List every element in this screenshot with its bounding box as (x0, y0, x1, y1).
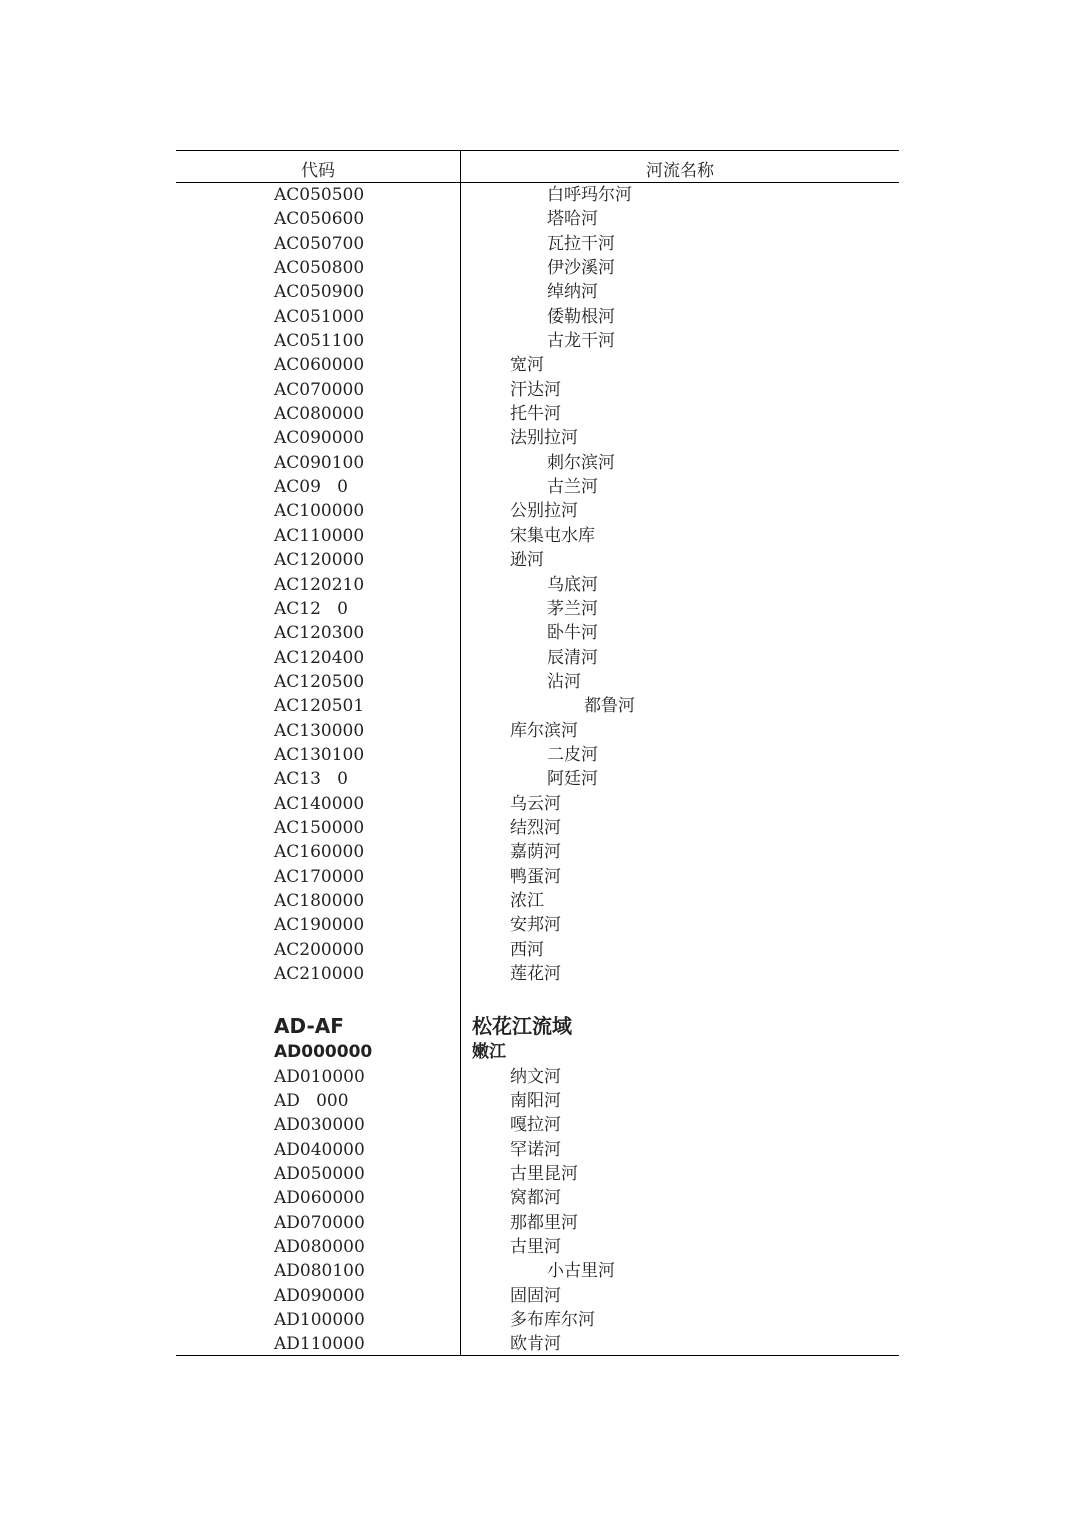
river-code: AC140000 (274, 793, 365, 814)
section-spacer (176, 986, 899, 1012)
table-top-rule (176, 150, 899, 151)
river-name: 窝都河 (510, 1188, 561, 1209)
river-name: 古龙干河 (547, 331, 615, 352)
table-body (176, 183, 899, 1357)
river-code: AD-AF (274, 1014, 344, 1039)
table-row (176, 743, 899, 767)
table-row (176, 305, 899, 329)
river-name: 宽河 (510, 355, 544, 376)
table-row (176, 840, 899, 864)
river-code: AC210000 (274, 964, 365, 984)
river-code: AC170000 (274, 866, 365, 887)
table-row (176, 1308, 899, 1332)
river-name: 固固河 (510, 1285, 561, 1306)
river-name: 乌云河 (510, 793, 561, 814)
river-code: AC090000 (274, 428, 365, 449)
table-row (176, 670, 899, 694)
river-name: 托牛河 (510, 404, 561, 425)
river-code: AD100000 (274, 1310, 365, 1331)
table-row (176, 1040, 899, 1064)
river-name: 嫩江 (472, 1042, 506, 1063)
column-header-code: 代码 (301, 161, 335, 181)
table-row (176, 792, 899, 816)
river-code: AC13 0 (274, 769, 348, 790)
table-row (176, 280, 899, 304)
table-row (176, 499, 899, 523)
river-name: 罕诺河 (510, 1139, 561, 1160)
river-code: AC120400 (274, 647, 365, 668)
table-row (176, 232, 899, 256)
table-row (176, 426, 899, 450)
river-code: AC051100 (274, 331, 365, 352)
river-name: 嘎拉河 (510, 1115, 561, 1136)
river-name: 辰清河 (547, 647, 598, 668)
river-name: 宋集屯水库 (510, 525, 595, 546)
river-name: 古兰河 (547, 477, 598, 498)
river-code: AC130100 (274, 744, 365, 765)
river-name: 古里昆河 (510, 1164, 578, 1185)
river-name: 绰纳河 (547, 282, 598, 303)
river-code: AC070000 (274, 379, 365, 400)
table-row (176, 329, 899, 353)
river-name: 汗达河 (510, 379, 561, 400)
river-name: 逊河 (510, 550, 544, 571)
table-row (176, 1065, 899, 1089)
table-row (176, 573, 899, 597)
table-row (176, 475, 899, 499)
river-code: AC200000 (274, 939, 365, 960)
table-row (176, 1332, 899, 1356)
river-name: 法别拉河 (510, 428, 578, 449)
river-code: AC120300 (274, 623, 365, 644)
table-row (176, 694, 899, 718)
river-code: AD080000 (274, 1237, 365, 1258)
river-name: 欧肯河 (510, 1334, 561, 1355)
table-row (176, 353, 899, 377)
river-name: 公别拉河 (510, 501, 578, 522)
river-code: AD110000 (274, 1334, 365, 1355)
table-row (176, 451, 899, 475)
river-code: AD090000 (274, 1285, 365, 1306)
table-row (176, 962, 899, 986)
river-code: AC120000 (274, 550, 365, 571)
table-row (176, 597, 899, 621)
river-code: AC050900 (274, 282, 365, 303)
river-code: AC130000 (274, 720, 365, 741)
river-code: AD040000 (274, 1139, 365, 1160)
table-row (176, 207, 899, 231)
river-name: 那都里河 (510, 1212, 578, 1233)
river-name: 松花江流域 (472, 1014, 572, 1039)
table-row (176, 1012, 899, 1040)
river-name: 卧牛河 (547, 623, 598, 644)
river-name: 二皮河 (547, 744, 598, 765)
table-row (176, 1284, 899, 1308)
column-header-name: 河流名称 (646, 161, 714, 181)
river-name: 纳文河 (510, 1066, 561, 1087)
river-code: AC090100 (274, 452, 365, 473)
river-name: 安邦河 (510, 915, 561, 936)
river-code: AC150000 (274, 817, 365, 838)
river-code: AC051000 (274, 306, 365, 327)
table-row (176, 524, 899, 548)
river-code: AD080100 (274, 1261, 365, 1282)
river-code: AC100000 (274, 501, 365, 522)
river-code: AD030000 (274, 1115, 365, 1136)
river-name: 结烈河 (510, 817, 561, 838)
river-name: 浓江 (510, 890, 544, 911)
river-name: 嘉荫河 (510, 842, 561, 863)
river-name: 小古里河 (547, 1261, 615, 1282)
river-name: 茅兰河 (547, 598, 598, 619)
river-code: AD060000 (274, 1188, 365, 1209)
river-name: 瓦拉干河 (547, 233, 615, 254)
river-code: AC120501 (274, 696, 365, 717)
river-code: AC12 0 (274, 598, 348, 619)
river-code: AD000000 (274, 1042, 373, 1063)
river-code: AD070000 (274, 1212, 365, 1233)
table-bottom-rule (176, 1355, 899, 1356)
river-name: 鸭蛋河 (510, 866, 561, 887)
table-row (176, 183, 899, 207)
table-row (176, 719, 899, 743)
table-row (176, 1162, 899, 1186)
table-row (176, 1186, 899, 1210)
river-code: AC060000 (274, 355, 365, 376)
table-row (176, 1259, 899, 1283)
river-code: AC050600 (274, 209, 365, 230)
table-row (176, 548, 899, 572)
river-name: 伊沙溪河 (547, 258, 615, 279)
river-code: AC120500 (274, 671, 365, 692)
river-code: AC180000 (274, 890, 365, 911)
table-row (176, 402, 899, 426)
river-code: AD050000 (274, 1164, 365, 1185)
river-code: AC09 0 (274, 477, 348, 498)
table-row (176, 1211, 899, 1235)
river-code: AC190000 (274, 915, 365, 936)
table-row (176, 621, 899, 645)
river-code: AC160000 (274, 842, 365, 863)
river-name: 白呼玛尔河 (547, 185, 632, 205)
table-row (176, 889, 899, 913)
river-name: 塔哈河 (547, 209, 598, 230)
river-code: AC110000 (274, 525, 365, 546)
table-row (176, 938, 899, 962)
river-code: AC050700 (274, 233, 365, 254)
river-name: 沾河 (547, 671, 581, 692)
table-row (176, 646, 899, 670)
river-name: 西河 (510, 939, 544, 960)
table-row (176, 1113, 899, 1137)
table-row (176, 767, 899, 791)
river-code: AC080000 (274, 404, 365, 425)
river-name: 乌底河 (547, 574, 598, 595)
river-name: 库尔滨河 (510, 720, 578, 741)
table-row (176, 378, 899, 402)
river-name: 阿廷河 (547, 769, 598, 790)
river-code: AD 000 (274, 1091, 349, 1112)
table-row (176, 865, 899, 889)
river-code: AC120210 (274, 574, 365, 595)
table-row (176, 1138, 899, 1162)
table-row (176, 1089, 899, 1113)
river-name: 多布库尔河 (510, 1310, 595, 1331)
table-row (176, 913, 899, 937)
river-name: 南阳河 (510, 1091, 561, 1112)
river-name: 莲花河 (510, 964, 561, 984)
river-name: 刺尔滨河 (547, 452, 615, 473)
river-code: AD010000 (274, 1066, 365, 1087)
table-row (176, 816, 899, 840)
river-code: AC050800 (274, 258, 365, 279)
river-name: 倭勒根河 (547, 306, 615, 327)
table-row (176, 1235, 899, 1259)
river-code: AC050500 (274, 185, 365, 205)
river-name: 都鲁河 (584, 696, 635, 717)
river-name: 古里河 (510, 1237, 561, 1258)
table-row (176, 256, 899, 280)
